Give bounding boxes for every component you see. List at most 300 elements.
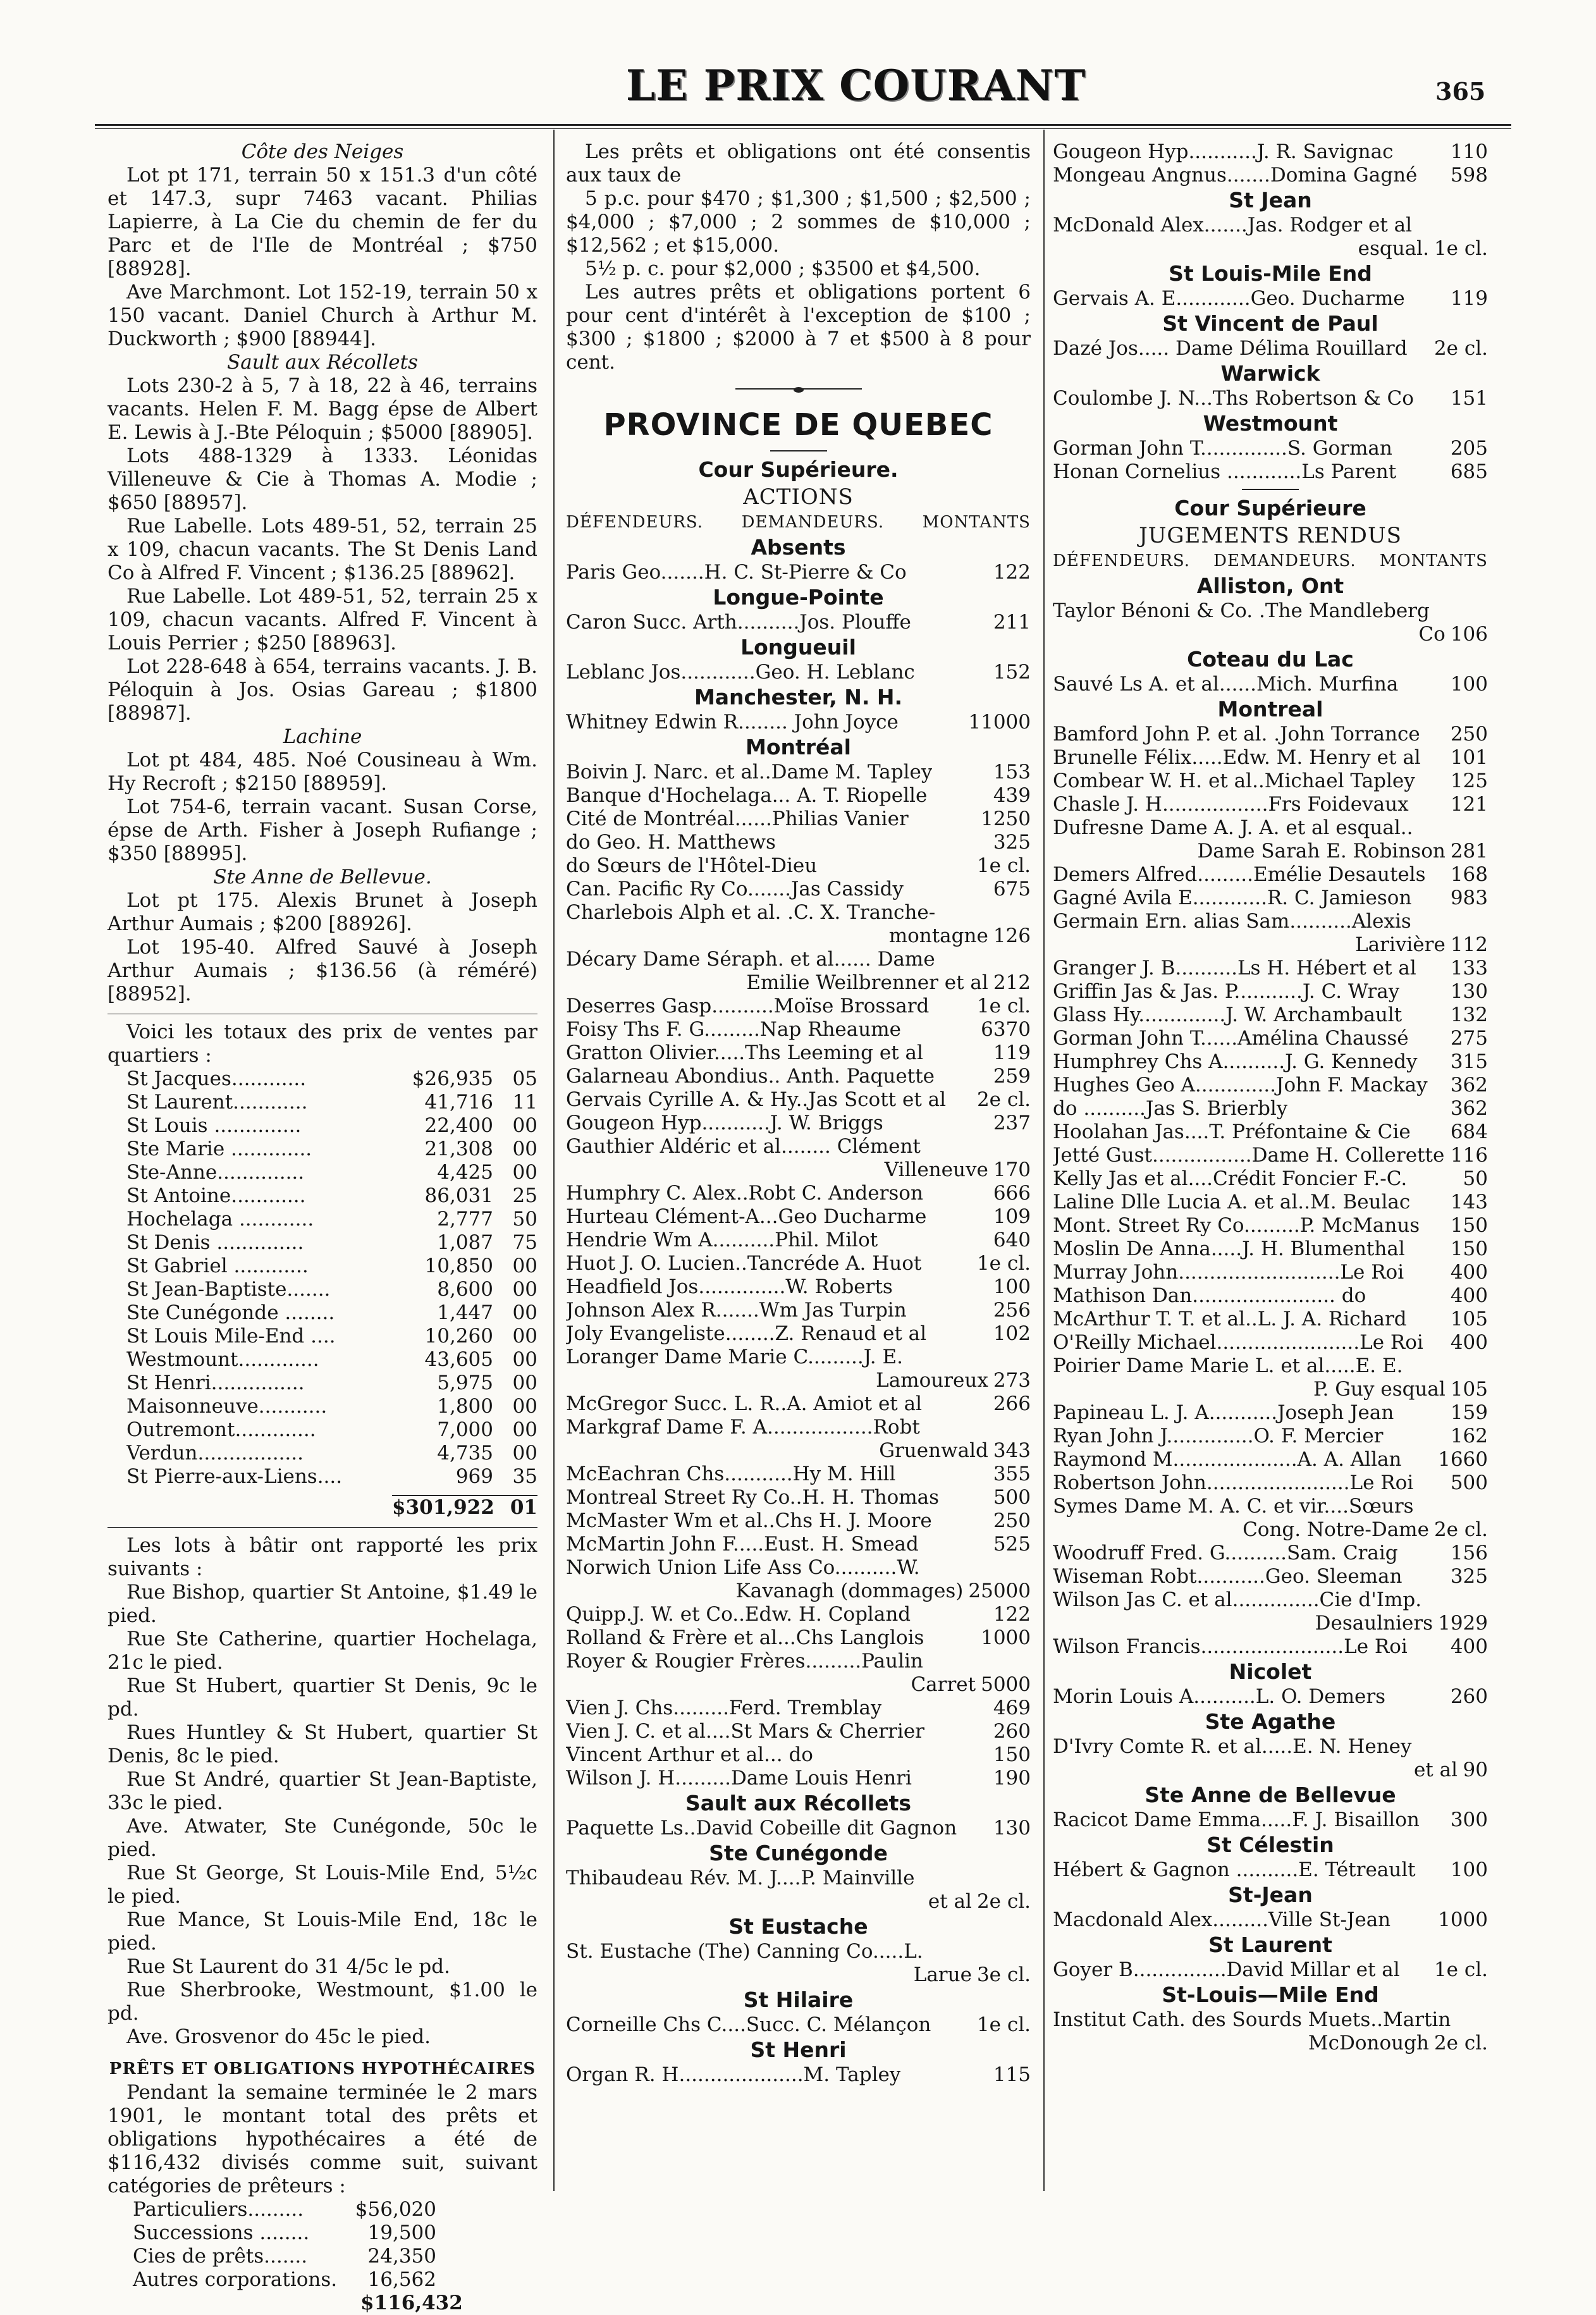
- entry-continuation: [566, 1369, 1031, 1392]
- entry-row: [566, 901, 1031, 924]
- lender-row: [107, 2245, 537, 2268]
- entry-row: [566, 948, 1031, 971]
- entry-continuation: [566, 1439, 1031, 1463]
- column-headers: [566, 511, 1031, 534]
- lender-category: Successions ........: [133, 2221, 310, 2244]
- entry-row: [1053, 1191, 1488, 1214]
- entry-amount: [1483, 599, 1488, 623]
- locality-heading: St Célestin: [1206, 1833, 1334, 1857]
- entry-text: Gervais Cyrille A. & Hy..Jas Scott et al: [566, 1088, 947, 1111]
- header-defendeurs: DÉFENDEURS.: [566, 513, 704, 532]
- entry-text: Chasle J. H.................Frs Foidevaux: [1053, 793, 1409, 816]
- entry-amount: 1000: [981, 1626, 1031, 1649]
- entry-text: Woodruff Fred. G..........Sam. Craig: [1053, 1542, 1398, 1564]
- entry-text: McArthur T. T. et al..L. J. A. Richard: [1053, 1308, 1407, 1330]
- entry-row: [1053, 1425, 1488, 1448]
- entry-text: Gagné Avila E............R. C. Jamieson: [1053, 887, 1412, 909]
- entry-text: Gervais A. E............Geo. Ducharme: [1053, 287, 1405, 310]
- entry-row: [1053, 140, 1488, 164]
- entry-amount: 105: [1450, 1308, 1488, 1330]
- entry-text: Joly Evangeliste........Z. Renaud et al: [566, 1322, 927, 1345]
- entry-text: Wilson Francis.......................Le Roi: [1053, 1635, 1408, 1658]
- entry-text: Glass Hy..............J. W. Archambault: [1053, 1004, 1403, 1026]
- entry-row: [1053, 460, 1488, 484]
- locality-heading: Nicolet: [1229, 1659, 1312, 1684]
- quartier-name: Verdun.................: [126, 1442, 304, 1465]
- entry-text: Décary Dame Séraph. et al...... Dame: [566, 948, 935, 971]
- section-heading: PRÊTS ET OBLIGATIONS HYPOTHÉCAIRES: [109, 2060, 536, 2079]
- quartier-value: 22,400: [424, 1114, 493, 1137]
- lender-amount: 16,562: [367, 2268, 436, 2291]
- quartier-cents: 00: [512, 1348, 537, 1371]
- entry-amount: [1026, 1556, 1031, 1580]
- entry-text: D'Ivry Comte R. et al.....E. N. Heney: [1053, 1735, 1412, 1758]
- entry-row: [1053, 287, 1488, 310]
- quartier-value: 4,735: [437, 1442, 493, 1465]
- column-3: [1053, 140, 1488, 2055]
- entry-text: Larue: [913, 1963, 972, 1986]
- quartier-value: 1,447: [437, 1301, 493, 1324]
- entry-row: [566, 1018, 1031, 1041]
- entry-row: [1053, 1495, 1488, 1518]
- entry-amount: 170: [993, 1158, 1031, 1181]
- lot-price-line: Rue St Laurent do 31 4/5c le pd.: [126, 1955, 450, 1978]
- entry-amount: [1483, 2008, 1488, 2032]
- paragraph: Lot pt 484, 485. Noé Cousineau à Wm. Hy Recroft ; $2150 [88959].: [107, 749, 537, 795]
- entry-text: montagne: [888, 924, 988, 947]
- quartier-value: 10,260: [424, 1325, 493, 1348]
- entry-text: do Sœurs de l'Hôtel-Dieu: [566, 854, 818, 877]
- entry-continuation: [1053, 1518, 1488, 1542]
- entry-row: [566, 1697, 1031, 1720]
- entry-text: Larivière: [1355, 933, 1446, 956]
- entry-row: [566, 784, 1031, 807]
- entry-amount: 125: [1450, 770, 1488, 792]
- paragraph: Lot 754-6, terrain vacant. Susan Corse, épse de Arth. Fisher à Joseph Rufiange ; $350 [88995].: [107, 795, 537, 865]
- entry-text: Humphrey Chs A..........J. G. Kennedy: [1053, 1050, 1418, 1073]
- entry-amount: 300: [1450, 1808, 1488, 1831]
- quartier-value: 10,850: [424, 1255, 493, 1277]
- entry-amount: [1483, 214, 1488, 237]
- locality-heading: St Vincent de Paul: [1162, 311, 1378, 336]
- entry-text: Institut Cath. des Sourds Muets..Martin: [1053, 2008, 1451, 2031]
- entry-amount: 684: [1450, 1121, 1488, 1143]
- entry-amount: 151: [1450, 387, 1488, 410]
- entry-amount: 1000: [1438, 1908, 1488, 1931]
- entry-amount: 6370: [981, 1018, 1031, 1041]
- entry-text: Vien J. C. et al....St Mars & Cherrier: [566, 1720, 924, 1743]
- entry-amount: 116: [1450, 1144, 1488, 1167]
- entry-row: [566, 1533, 1031, 1556]
- locality-heading: St-Jean: [1228, 1882, 1313, 1907]
- entry-row: [1053, 1308, 1488, 1331]
- entry-text: Corneille Chs C....Succ. C. Mélançon: [566, 2013, 931, 2036]
- entry-text: McDonald Alex.......Jas. Rodger et al: [1053, 214, 1413, 236]
- quartier-cents: 00: [512, 1255, 537, 1277]
- entry-amount: 150: [993, 1743, 1031, 1766]
- quartier-cents: 00: [512, 1395, 537, 1418]
- entry-row: [566, 1603, 1031, 1626]
- locality-heading: Coteau du Lac: [1187, 647, 1354, 672]
- entry-text: McGregor Succ. L. R..A. Amiot et al: [566, 1392, 923, 1415]
- entry-amount: 1e cl.: [1433, 1958, 1488, 1981]
- entry-amount: 122: [993, 1603, 1031, 1626]
- entry-row: [1053, 1027, 1488, 1050]
- quartier-value: 7,000: [437, 1418, 493, 1441]
- entry-amount: 110: [1450, 140, 1488, 163]
- entry-text: Gruenwald: [879, 1439, 988, 1462]
- entry-row: [1053, 1237, 1488, 1261]
- entry-row: [566, 995, 1031, 1018]
- quartier-cents: 25: [512, 1184, 537, 1207]
- entry-row: [566, 661, 1031, 684]
- entry-continuation: [1053, 1612, 1488, 1635]
- entry-text: Hurteau Clément-A...Geo Ducharme: [566, 1205, 927, 1228]
- entry-text: Foisy Ths F. G.........Nap Rheaume: [566, 1018, 901, 1041]
- quartier-value: 2,777: [437, 1208, 493, 1231]
- entry-text: Carret: [911, 1673, 976, 1696]
- header-demandeurs: DEMANDEURS.: [741, 513, 885, 532]
- entry-text: Mathison Dan....................... do: [1053, 1284, 1366, 1307]
- entry-row: [566, 1182, 1031, 1205]
- entry-row: [566, 1252, 1031, 1275]
- entry-amount: 266: [993, 1392, 1031, 1415]
- entry-amount: 281: [1450, 840, 1488, 863]
- entry-amount: 1929: [1438, 1612, 1488, 1635]
- entry-amount: [1026, 1416, 1031, 1439]
- quartier-cents: 00: [512, 1114, 537, 1137]
- entry-row: [566, 1205, 1031, 1229]
- quartier-row: [107, 1231, 537, 1255]
- section-heading: Ste Anne de Bellevue.: [213, 866, 432, 888]
- quartier-cents: 00: [512, 1301, 537, 1324]
- quartier-cents: 00: [512, 1138, 537, 1160]
- entry-amount: 132: [1450, 1004, 1488, 1026]
- entry-text: Thibaudeau Rév. M. J....P. Mainville: [566, 1867, 915, 1889]
- entry-text: Morin Louis A..........L. O. Demers: [1053, 1685, 1386, 1708]
- entry-row: [1053, 1685, 1488, 1709]
- locality-heading: Longue-Pointe: [713, 585, 884, 610]
- entry-text: Vincent Arthur et al... do: [566, 1743, 813, 1766]
- entry-amount: [1483, 1495, 1488, 1518]
- entry-text: Hoolahan Jas....T. Préfontaine & Cie: [1053, 1121, 1411, 1143]
- entry-amount: 105: [1450, 1378, 1488, 1401]
- entry-text: Gratton Olivier.....Ths Leeming et al: [566, 1041, 923, 1064]
- entry-row: [1053, 214, 1488, 237]
- entry-amount: 1250: [981, 807, 1031, 830]
- quartier-row: [107, 1325, 537, 1348]
- entry-row: [1053, 1542, 1488, 1565]
- entry-row: [566, 1940, 1031, 1963]
- entry-text: Dame Sarah E. Robinson: [1197, 840, 1446, 863]
- entry-amount: 250: [993, 1509, 1031, 1532]
- entry-text: Charlebois Alph et al. .C. X. Tranche-: [566, 901, 936, 924]
- entry-row: [1053, 2008, 1488, 2032]
- masthead-logo: LE PRIX COURANT: [626, 61, 1086, 110]
- entry-row: [566, 1299, 1031, 1322]
- entry-amount: 439: [993, 784, 1031, 807]
- entry-row: [1053, 1858, 1488, 1882]
- entry-amount: 250: [1450, 723, 1488, 746]
- locality-heading: Sault aux Récollets: [685, 1791, 912, 1815]
- entry-text: Moslin De Anna.....J. H. Blumenthal: [1053, 1237, 1405, 1260]
- entry-text: Gauthier Aldéric et al........ Clément: [566, 1135, 921, 1158]
- entry-text: Banque d'Hochelaga... A. T. Riopelle: [566, 784, 928, 807]
- entry-amount: 2e cl.: [1433, 337, 1488, 360]
- entry-text: Deserres Gasp..........Moïse Brossard: [566, 995, 930, 1017]
- quartier-row: [107, 1138, 537, 1161]
- entry-amount: 152: [993, 661, 1031, 684]
- entry-continuation: [1053, 2032, 1488, 2055]
- entry-continuation: [1053, 623, 1488, 646]
- entry-row: [566, 611, 1031, 634]
- entry-text: Headfield Jos..............W. Roberts: [566, 1275, 893, 1298]
- entry-amount: 1660: [1438, 1448, 1488, 1471]
- entry-text: Loranger Dame Marie C.........J. E.: [566, 1346, 903, 1368]
- lot-price-line: Rues Huntley & St Hubert, quartier St Denis, 8c le pied.: [107, 1721, 537, 1767]
- entry-amount: 115: [993, 2063, 1031, 2086]
- locality-heading: St Louis-Mile End: [1169, 261, 1372, 286]
- entry-row: [1053, 387, 1488, 410]
- entry-text: McMartin John F.....Eust. H. Smead: [566, 1533, 919, 1556]
- total-cents: 01: [493, 1495, 537, 1520]
- quartier-name: St Antoine............: [126, 1184, 306, 1207]
- entry-amount: 1e cl.: [976, 1252, 1031, 1275]
- actions-list: [566, 534, 1031, 2087]
- entry-amount: 685: [1450, 460, 1488, 483]
- section-heading: Lachine: [283, 725, 362, 748]
- entry-row: [566, 1275, 1031, 1299]
- entry-amount: 1e cl.: [1433, 237, 1488, 260]
- quartier-value: 4,425: [437, 1161, 493, 1184]
- entry-amount: [1026, 1650, 1031, 1673]
- entry-row: [566, 711, 1031, 734]
- entry-amount: 2e cl.: [1433, 2032, 1488, 2054]
- quartier-cents: 05: [512, 1067, 537, 1090]
- entry-row: [1053, 1354, 1488, 1378]
- entry-row: [566, 2013, 1031, 2037]
- paragraph: Lot pt 171, terrain 50 x 151.3 d'un côté et 147.3, supr 7463 vacant. Philias Lapierre, à La Cie du chemin de fer du Parc et de l'Ile de Montréal ; $750 [88928].: [107, 164, 537, 280]
- entry-amount: 212: [993, 971, 1031, 994]
- entry-amount: 119: [993, 1041, 1031, 1064]
- lot-price-line: Rue Ste Catherine, quartier Hochelaga, 21c le pied.: [107, 1628, 537, 1674]
- entry-row: [566, 1720, 1031, 1743]
- entry-text: Humphry C. Alex..Robt C. Anderson: [566, 1182, 923, 1205]
- entry-amount: 400: [1450, 1284, 1488, 1307]
- entry-text: Markgraf Dame F. A.................Robt: [566, 1416, 920, 1439]
- entry-continuation: [566, 1580, 1031, 1603]
- quartier-cents: 00: [512, 1278, 537, 1301]
- paragraph: 5 p.c. pour $470 ; $1,300 ; $1,500 ; $2,500 ; $4,000 ; $7,000 ; 2 sommes de $10,000 ; $12,562 ; et $15,000.: [566, 187, 1031, 257]
- entry-amount: 159: [1450, 1401, 1488, 1424]
- lot-price-line: Rue Mance, St Louis-Mile End, 18c le pied.: [107, 1908, 537, 1955]
- lender-row: [107, 2221, 537, 2245]
- entry-amount: 130: [993, 1817, 1031, 1839]
- entry-row: [1053, 337, 1488, 360]
- lot-price-line: Rue St André, quartier St Jean-Baptiste, 33c le pied.: [107, 1768, 537, 1814]
- entry-text: Montreal Street Ry Co..H. H. Thomas: [566, 1486, 940, 1509]
- entry-text: Dufresne Dame A. J. A. et al esqual..: [1053, 816, 1413, 839]
- entry-row: [566, 1322, 1031, 1346]
- entry-row: [1053, 1565, 1488, 1588]
- entry-row: [1053, 599, 1488, 623]
- entry-row: [1053, 816, 1488, 840]
- entry-text: Taylor Bénoni & Co. .The Mandleberg: [1053, 599, 1430, 622]
- entry-amount: 260: [993, 1720, 1031, 1743]
- entry-text: Hébert & Gagnon ..........E. Tétreault: [1053, 1858, 1416, 1881]
- entry-amount: [1483, 1354, 1488, 1378]
- entry-text: Bamford John P. et al. .John Torrance: [1053, 723, 1420, 746]
- entry-text: Desaulniers: [1315, 1612, 1433, 1635]
- quartiers-list: [107, 1067, 537, 1489]
- entry-text: Germain Ern. alias Sam..........Alexis: [1053, 910, 1411, 933]
- quartier-row: [107, 1091, 537, 1114]
- entry-text: Norwich Union Life Ass Co..........W.: [566, 1556, 920, 1579]
- entry-row: [566, 1743, 1031, 1767]
- province-heading: PROVINCE DE QUEBEC: [603, 407, 993, 443]
- entry-text: Organ R. H....................M. Tapley: [566, 2063, 901, 2086]
- court-heading: Cour Supérieure.: [698, 457, 899, 482]
- divider: [1242, 489, 1299, 490]
- page-number: 365: [1435, 77, 1486, 106]
- entry-amount: 500: [1450, 1471, 1488, 1494]
- entry-row: [566, 1556, 1031, 1580]
- entry-text: Royer & Rougier Frères.........Paulin: [566, 1650, 923, 1673]
- locality-heading: Montreal: [1217, 697, 1323, 722]
- entry-row: [1053, 980, 1488, 1004]
- entry-amount: 106: [1450, 623, 1488, 646]
- entry-row: [566, 2063, 1031, 2087]
- entry-row: [566, 807, 1031, 831]
- quartier-cents: 00: [512, 1325, 537, 1348]
- entry-amount: 100: [1450, 673, 1488, 696]
- header-rule: [95, 124, 1511, 129]
- entry-amount: 500: [993, 1486, 1031, 1509]
- quartier-row: [107, 1395, 537, 1418]
- preteurs-total: $116,432: [360, 2292, 463, 2314]
- entry-row: [566, 1626, 1031, 1650]
- entry-row: [1053, 887, 1488, 910]
- entry-amount: 3e cl.: [976, 1963, 1031, 1986]
- entry-row: [566, 1767, 1031, 1790]
- quartier-cents: 35: [512, 1465, 537, 1488]
- quartier-row: [107, 1348, 537, 1372]
- quartier-cents: 00: [512, 1372, 537, 1394]
- entry-text: Demers Alfred.........Emélie Desautels: [1053, 863, 1426, 886]
- entry-text: McDonough: [1308, 2032, 1429, 2054]
- entry-row: [1053, 1958, 1488, 1982]
- entry-amount: 162: [1450, 1425, 1488, 1447]
- quartier-row: [107, 1255, 537, 1278]
- entry-amount: 133: [1450, 957, 1488, 979]
- quartier-name: Ste Marie .............: [126, 1138, 312, 1160]
- entry-row: [566, 1416, 1031, 1439]
- divider: [770, 450, 827, 451]
- entry-text: Kelly Jas et al....Crédit Foncier F.-C.: [1053, 1167, 1408, 1190]
- lender-amount: $56,020: [355, 2198, 436, 2221]
- entry-row: [1053, 1261, 1488, 1284]
- quartier-name: Hochelaga ............: [126, 1208, 314, 1231]
- entry-text: Murray John..........................Le Roi: [1053, 1261, 1404, 1284]
- entry-row: [1053, 1735, 1488, 1759]
- entry-text: Kavanagh (dommages): [735, 1580, 964, 1602]
- entry-row: [566, 1112, 1031, 1135]
- quartier-value: $26,935: [412, 1067, 493, 1090]
- entry-amount: [1026, 1135, 1031, 1158]
- quartier-cents: 50: [512, 1208, 537, 1231]
- entry-amount: [1026, 1940, 1031, 1963]
- entry-text: Leblanc Jos............Geo. H. Leblanc: [566, 661, 915, 684]
- entry-amount: 100: [993, 1275, 1031, 1298]
- entry-row: [1053, 1331, 1488, 1354]
- entry-row: [1053, 1074, 1488, 1097]
- entry-amount: 25000: [968, 1580, 1031, 1602]
- locality-heading: Warwick: [1220, 361, 1320, 386]
- lender-category: Autres corporations.: [133, 2268, 338, 2291]
- quartiers-total: [107, 1495, 537, 1520]
- entry-amount: 101: [1450, 746, 1488, 769]
- paragraph: Les autres prêts et obligations portent 6 pour cent d'intérêt à l'exception de $100 ; $300 ; $1800 ; $2000 à 7 et $500 à 8 pour cent.: [566, 281, 1031, 374]
- quartier-name: Westmount.............: [126, 1348, 319, 1371]
- entry-amount: 675: [993, 878, 1031, 900]
- entry-amount: [1026, 948, 1031, 971]
- locality-heading: St Laurent: [1208, 1932, 1332, 1957]
- entry-text: Ryan John J..............O. F. Mercier: [1053, 1425, 1384, 1447]
- header-montants: MONTANTS: [1379, 551, 1488, 570]
- entry-text: Racicot Dame Emma.....F. J. Bisaillon: [1053, 1808, 1420, 1831]
- entry-row: [566, 1041, 1031, 1065]
- quartier-row: [107, 1372, 537, 1395]
- lot-price-line: Rue St Hubert, quartier St Denis, 9c le pd.: [107, 1674, 537, 1721]
- entry-row: [566, 854, 1031, 878]
- entry-amount: 2e cl.: [976, 1088, 1031, 1111]
- entry-amount: 469: [993, 1697, 1031, 1719]
- entry-text: Laline Dlle Lucia A. et al..M. Beulac: [1053, 1191, 1411, 1213]
- entry-text: O'Reilly Michael.......................Le Roi: [1053, 1331, 1423, 1354]
- entry-row: [1053, 437, 1488, 460]
- entry-amount: 50: [1463, 1167, 1488, 1190]
- quartier-value: 86,031: [424, 1184, 493, 1207]
- locality-heading: Manchester, N. H.: [694, 685, 903, 709]
- paragraph: Voici les totaux des prix de ventes par quartiers :: [107, 1021, 537, 1067]
- entry-text: Jetté Gust................Dame H. Collerette: [1053, 1144, 1445, 1167]
- entry-amount: 126: [993, 924, 1031, 947]
- paragraph: Lots 230-2 à 5, 7 à 18, 22 à 46, terrains vacants. Helen F. M. Bagg épse de Albert E. Lewis à J.-Bte Péloquin ; $5000 [88905].: [107, 374, 537, 444]
- entry-text: Galarneau Abondius.. Anth. Paquette: [566, 1065, 935, 1088]
- entry-row: [566, 1088, 1031, 1112]
- locality-heading: St Jean: [1229, 188, 1312, 212]
- locality-heading: Montréal: [745, 735, 851, 759]
- entry-continuation: [566, 1890, 1031, 1913]
- entry-amount: 90: [1463, 1759, 1488, 1781]
- entry-text: Cong. Notre-Dame: [1243, 1518, 1429, 1541]
- quartier-value: 43,605: [424, 1348, 493, 1371]
- lot-price-line: Rue Bishop, quartier St Antoine, $1.49 le pied.: [107, 1581, 537, 1627]
- entry-continuation: [566, 1158, 1031, 1182]
- entry-row: [1053, 1401, 1488, 1425]
- entry-text: St. Eustache (The) Canning Co.....L.: [566, 1940, 923, 1963]
- quartier-cents: 00: [512, 1161, 537, 1184]
- paragraph: 5½ p. c. pour $2,000 ; $3500 et $4,500.: [585, 257, 981, 280]
- entry-row: [1053, 1588, 1488, 1612]
- entry-text: Villeneuve: [884, 1158, 988, 1181]
- entry-text: Papineau L. J. A...........Joseph Jean: [1053, 1401, 1394, 1424]
- entry-amount: 121: [1450, 793, 1488, 816]
- column-2: [566, 140, 1031, 2087]
- entry-amount: [1483, 1588, 1488, 1612]
- entry-amount: 275: [1450, 1027, 1488, 1050]
- entry-row: [1053, 1097, 1488, 1121]
